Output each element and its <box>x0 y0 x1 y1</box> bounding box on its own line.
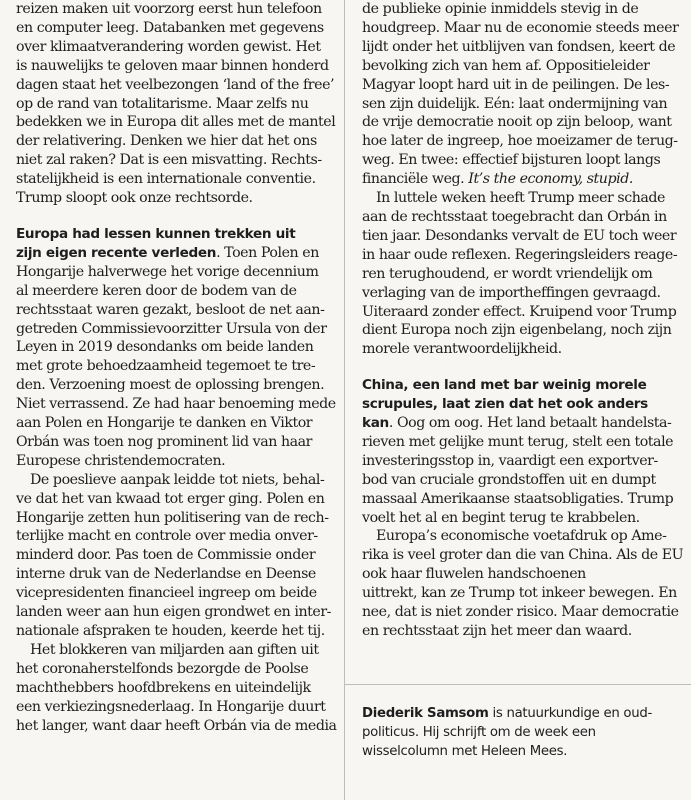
text-line: bevolking zich van hem af. Oppositieleider <box>362 57 650 74</box>
text-line: bedekken we in Europa dit alles met de mantel <box>16 114 336 131</box>
paragraph-china <box>362 376 680 527</box>
text-line: nationale afspraken te houden, keerde het tij. <box>16 623 325 639</box>
paragraph-poeslieve <box>16 471 334 641</box>
text-line: Magyar loopt hard uit in de peilingen. De les- <box>362 76 670 93</box>
paragraph-voetafdruk <box>362 527 684 640</box>
text-line: landen weer aan hun eigen grondwet en inter- <box>16 604 331 621</box>
text-line: ren terughoudend, er wordt vriendelijk om <box>362 265 653 282</box>
column-divider <box>344 0 345 800</box>
text-line: massaal Amerikaanse staatsobligaties. Trump <box>362 490 674 507</box>
text-line: vicepresidenten financieel ingreep om beide <box>16 585 317 602</box>
text-line: politicus. Hij schrijft om de week een <box>362 725 596 740</box>
text-line: Leyen in 2019 desondanks om beide landen <box>16 339 314 356</box>
text-line: rechtsstaat waren gezakt, besloot de net aan- <box>16 301 325 318</box>
text-line: tien jaar. Desondanks vervalt de EU toch weer <box>362 227 677 244</box>
text-line: dient Europa noch zijn eigenbelang, noch zijn <box>362 322 672 339</box>
text-line: statelijkheid is een internationale conventie. <box>16 171 316 188</box>
author-bio <box>362 704 680 761</box>
text-line: in haar oude reflexen. Regeringsleiders reage- <box>362 246 678 263</box>
text-line: ve dat het van kwaad tot erger ging. Polen en <box>16 490 325 507</box>
text-line: dagen staat het veelbezongen ‘land of the free’ <box>16 76 335 93</box>
right-column <box>362 0 684 641</box>
lead-in-heading: China, een land met bar weinig morele <box>362 377 647 394</box>
text-line: Hongarije halverwege het vorige decennium <box>16 263 319 280</box>
lead-in-heading: zijn eigen recente verleden <box>16 244 217 261</box>
text-line: De poeslieve aanpak leidde tot niets, behal- <box>30 471 325 488</box>
text-line: en rechtsstaat zijn het meer dan waard. <box>362 623 632 639</box>
text-line: de vrije democratie nooit op zijn beloop, want <box>362 114 672 131</box>
italic-quote: It’s the economy, stupid. <box>468 171 633 188</box>
text-line: den. Verzoening moest de oplossing brengen. <box>16 377 325 394</box>
text-line: Europese christendemocraten. <box>16 452 226 469</box>
text-fragment: financiële weg. <box>362 171 469 188</box>
text-line: investeringsstop in, vaardigt een exportver- <box>362 452 658 469</box>
paragraph-gap <box>16 208 334 225</box>
bio-divider <box>344 684 691 685</box>
text-line: sen zijn duidelijk. Eén: laat ondermijning van <box>362 95 668 112</box>
author-name: Diederik Samsom <box>362 706 489 721</box>
text-line: minderd door. Pas toen de Commissie onder <box>16 547 316 564</box>
paragraph-trump-schade <box>362 189 680 359</box>
text-line: voelt het al en begint terug te krabbelen. <box>362 509 640 526</box>
text-fragment: . Oog om oog. Het land betaalt handelsta- <box>388 415 672 432</box>
text-line: Hongarije zetten hun politisering van de rech- <box>16 509 329 526</box>
text-line: Europa’s economische voetafdruk op Ame- <box>376 528 667 545</box>
text-line: wisselcolumn met Heleen Mees. <box>362 744 568 759</box>
lead-in-heading: Europa had lessen kunnen trekken uit <box>16 225 296 242</box>
text-line: het langer, want daar heeft Orbán via de media <box>16 717 337 734</box>
paragraph-opinie <box>362 0 680 189</box>
text-line: uittrekt, kan ze Trump tot inkeer bewegen. En <box>362 585 677 602</box>
text-line: op de rand van totalitarisme. Maar zelfs nu <box>16 95 309 112</box>
text-line: is nauwelijks te geloven maar binnen honderd <box>16 57 329 74</box>
text-line: aan de rechtsstaat toegebracht dan Orbán in <box>362 208 667 225</box>
text-line: machthebbers hoofdbrekens en uiteindelijk <box>16 679 311 696</box>
text-fragment: . Toen Polen en <box>216 244 319 261</box>
text-line: verlaging van de importheffingen gevraagd. <box>362 284 661 301</box>
text-line: ook haar fluwelen handschoenen <box>362 566 586 583</box>
text-line: rika is veel groter dan die van China. Als de EU <box>362 547 684 564</box>
text-line: hoe later de ingreep, hoe moeizamer de terug- <box>362 133 678 150</box>
paragraph-intro <box>16 0 334 208</box>
text-line: over klimaatverandering worden gewist. Het <box>16 38 321 55</box>
lead-in-heading: kan <box>362 415 389 432</box>
text-line: morele verantwoordelijkheid. <box>362 341 562 358</box>
text-line: Niet verrassend. Ze had haar benoeming mede <box>16 396 336 413</box>
text-line: een verkiezingsnederlaag. In Hongarije duurt <box>16 698 326 715</box>
text-line: bod van cruciale grondstoffen uit en dumpt <box>362 471 656 488</box>
text-line: interne druk van de Nederlandse en Deense <box>16 566 316 583</box>
text-line: Uiteraard zonder effect. Kruipend voor Trump <box>362 303 677 320</box>
text-line: al meerdere keren door de bodem van de <box>16 282 297 299</box>
paragraph-gap <box>362 359 680 376</box>
text-line: rieven met gelijke munt terug, stelt een totale <box>362 433 674 450</box>
paragraph-blokkeren <box>16 641 337 736</box>
left-column <box>16 0 337 735</box>
paragraph-europa <box>16 225 334 471</box>
text-line: het coronaherstelfonds bezorgde de Poolse <box>16 660 309 677</box>
text-line: aan Polen en Hongarije te danken en Viktor <box>16 415 313 432</box>
text-line: weg. En twee: effectief bijsturen loopt langs <box>362 152 661 169</box>
text-line: nee, dat is niet zonder risico. Maar democratie <box>362 604 679 621</box>
text-line: Orbán was toen nog prominent lid van haar <box>16 433 313 450</box>
text-line: met grote behoedzaamheid tegemoet te tre- <box>16 358 316 375</box>
text-line: en computer leeg. Databanken met gegevens <box>16 19 324 36</box>
text-line: Het blokkeren van miljarden aan giften uit <box>30 641 319 658</box>
text-fragment: is natuurkundige en oud- <box>488 706 653 721</box>
text-line: terlijke macht en controle over media onver- <box>16 528 318 545</box>
text-line: houdgreep. Maar nu de economie steeds meer <box>362 19 679 36</box>
text-line: Trump sloopt ook onze rechtsorde. <box>16 190 253 207</box>
text-line: niet zal raken? Dat is een misvatting. Rechts- <box>16 152 322 169</box>
text-line: de publieke opinie inmiddels stevig in de <box>362 1 639 17</box>
text-line: getreden Commissievoorzitter Ursula von der <box>16 320 327 337</box>
text-line: der relativering. Denken we hier dat het ons <box>16 133 317 150</box>
text-line: In luttele weken heeft Trump meer schade <box>376 190 666 207</box>
lead-in-heading: scrupules, laat zien dat het ook anders <box>362 396 648 413</box>
text-line: lijdt onder het uitblijven van fondsen, keert de <box>362 38 676 55</box>
text-line: reizen maken uit voorzorg eerst hun telefoon <box>16 1 322 17</box>
